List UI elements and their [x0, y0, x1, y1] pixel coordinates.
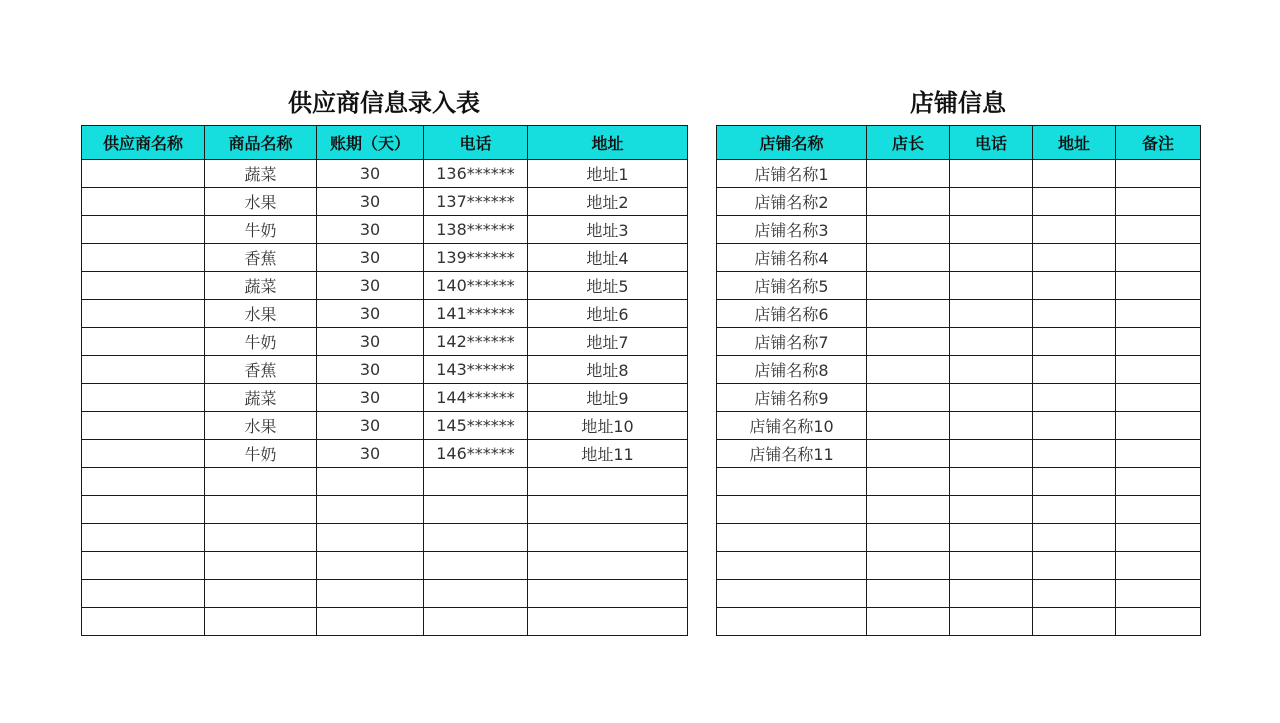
- supplier-table-row: [82, 356, 688, 384]
- store-table-cell[interactable]: [1116, 272, 1201, 300]
- supplier-table-row: [82, 524, 688, 552]
- supplier-table-cell[interactable]: [317, 468, 424, 496]
- supplier-table-cell[interactable]: 地址3: [528, 216, 688, 244]
- store-table-row: [717, 412, 1201, 440]
- supplier-table-row: [82, 216, 688, 244]
- supplier-table-cell[interactable]: 地址2: [528, 188, 688, 216]
- store-table-cell[interactable]: [717, 580, 867, 608]
- store-table-cell[interactable]: [950, 552, 1033, 580]
- supplier-table-cell[interactable]: 地址6: [528, 300, 688, 328]
- supplier-table-row: [82, 580, 688, 608]
- supplier-table-cell[interactable]: 140******: [424, 272, 528, 300]
- store-table-header: [717, 126, 1201, 160]
- store-table-cell[interactable]: [867, 496, 950, 524]
- store-table-cell[interactable]: [717, 552, 867, 580]
- store-table-cell[interactable]: [1033, 244, 1116, 272]
- supplier-table-cell[interactable]: 30: [317, 356, 424, 384]
- supplier-table-cell[interactable]: 牛奶: [205, 440, 317, 468]
- store-table: [716, 125, 1201, 636]
- store-table-cell[interactable]: [1116, 188, 1201, 216]
- store-table-cell[interactable]: [1033, 468, 1116, 496]
- supplier-table-cell[interactable]: 水果: [205, 300, 317, 328]
- store-table-cell[interactable]: [1116, 160, 1201, 188]
- store-table-cell[interactable]: [1033, 524, 1116, 552]
- store-table-cell[interactable]: [1033, 608, 1116, 636]
- store-table-row: [717, 580, 1201, 608]
- store-table-cell[interactable]: [950, 188, 1033, 216]
- store-table-cell[interactable]: [717, 524, 867, 552]
- supplier-table-cell[interactable]: [205, 468, 317, 496]
- store-table-cell[interactable]: [867, 412, 950, 440]
- supplier-table-cell[interactable]: 地址8: [528, 356, 688, 384]
- supplier-table-row: [82, 608, 688, 636]
- store-table-cell[interactable]: [1033, 440, 1116, 468]
- supplier-table-cell[interactable]: [82, 188, 205, 216]
- store-table-row: [717, 356, 1201, 384]
- store-table-cell[interactable]: [950, 440, 1033, 468]
- store-table-cell[interactable]: [950, 356, 1033, 384]
- supplier-table-cell[interactable]: [205, 580, 317, 608]
- store-table-cell[interactable]: [950, 216, 1033, 244]
- supplier-table-cell[interactable]: 30: [317, 328, 424, 356]
- store-table-cell[interactable]: [1116, 580, 1201, 608]
- store-table-cell[interactable]: [717, 496, 867, 524]
- store-table-cell[interactable]: 店铺名称3: [717, 216, 867, 244]
- store-table-cell[interactable]: [950, 524, 1033, 552]
- store-table-cell[interactable]: [1116, 328, 1201, 356]
- supplier-table-cell[interactable]: 30: [317, 216, 424, 244]
- store-table-cell[interactable]: [950, 160, 1033, 188]
- store-table-row: [717, 160, 1201, 188]
- store-table-cell[interactable]: [1033, 216, 1116, 244]
- store-table-row: [717, 608, 1201, 636]
- store-table-cell[interactable]: [867, 328, 950, 356]
- store-table-row: [717, 384, 1201, 412]
- store-table-cell[interactable]: [950, 580, 1033, 608]
- supplier-table-cell[interactable]: [82, 468, 205, 496]
- supplier-table-cell[interactable]: [82, 384, 205, 412]
- store-table-row: [717, 244, 1201, 272]
- store-header-row: [717, 126, 1201, 160]
- supplier-table-row: [82, 440, 688, 468]
- supplier-column-header: 供应商名称: [82, 126, 205, 160]
- supplier-table-cell[interactable]: [82, 524, 205, 552]
- supplier-table-header: [82, 126, 688, 160]
- supplier-table-row: [82, 328, 688, 356]
- store-table-cell[interactable]: [867, 608, 950, 636]
- supplier-table-cell[interactable]: [317, 608, 424, 636]
- store-table-cell[interactable]: [867, 468, 950, 496]
- supplier-column-header: 电话: [424, 126, 528, 160]
- store-table-row: [717, 272, 1201, 300]
- supplier-table-cell[interactable]: 水果: [205, 412, 317, 440]
- supplier-table-cell[interactable]: [317, 580, 424, 608]
- store-table-cell[interactable]: [867, 216, 950, 244]
- supplier-table-cell[interactable]: 30: [317, 160, 424, 188]
- store-table-cell[interactable]: [950, 384, 1033, 412]
- supplier-table-cell[interactable]: [317, 496, 424, 524]
- supplier-table-row: [82, 468, 688, 496]
- supplier-table-cell[interactable]: 143******: [424, 356, 528, 384]
- supplier-table-cell[interactable]: [528, 552, 688, 580]
- supplier-table-row: [82, 272, 688, 300]
- store-table-cell[interactable]: [1116, 300, 1201, 328]
- supplier-table-cell[interactable]: 142******: [424, 328, 528, 356]
- supplier-table-cell[interactable]: [82, 356, 205, 384]
- store-table-cell[interactable]: 店铺名称11: [717, 440, 867, 468]
- store-table-cell[interactable]: [1033, 272, 1116, 300]
- store-table-cell[interactable]: [950, 300, 1033, 328]
- store-table-cell[interactable]: [950, 608, 1033, 636]
- supplier-table-cell[interactable]: 136******: [424, 160, 528, 188]
- supplier-table-cell[interactable]: [205, 524, 317, 552]
- supplier-table-cell[interactable]: [82, 328, 205, 356]
- supplier-table-cell[interactable]: 141******: [424, 300, 528, 328]
- store-table-row: [717, 552, 1201, 580]
- supplier-table-row: [82, 384, 688, 412]
- store-table-cell[interactable]: [1033, 160, 1116, 188]
- store-table-cell[interactable]: [1116, 524, 1201, 552]
- store-table-cell[interactable]: [950, 328, 1033, 356]
- supplier-table-cell[interactable]: [528, 468, 688, 496]
- store-table-body: [717, 160, 1201, 636]
- store-table-cell[interactable]: 店铺名称9: [717, 384, 867, 412]
- store-table-cell[interactable]: [867, 580, 950, 608]
- store-table-cell[interactable]: [1033, 300, 1116, 328]
- supplier-table-cell[interactable]: 地址1: [528, 160, 688, 188]
- supplier-table-cell[interactable]: [82, 272, 205, 300]
- store-column-header: 地址: [1033, 126, 1116, 160]
- supplier-table-cell[interactable]: 139******: [424, 244, 528, 272]
- store-table-cell[interactable]: [950, 272, 1033, 300]
- store-table-cell[interactable]: [950, 468, 1033, 496]
- store-table-cell[interactable]: [867, 244, 950, 272]
- store-table-cell[interactable]: 店铺名称1: [717, 160, 867, 188]
- supplier-table-row: [82, 160, 688, 188]
- supplier-table-cell[interactable]: 30: [317, 188, 424, 216]
- supplier-table-body: [82, 160, 688, 636]
- supplier-table-cell[interactable]: 138******: [424, 216, 528, 244]
- supplier-table-cell[interactable]: [424, 524, 528, 552]
- supplier-table-cell[interactable]: [82, 160, 205, 188]
- store-table-cell[interactable]: [1033, 580, 1116, 608]
- store-table-cell[interactable]: [950, 496, 1033, 524]
- store-column-header: 电话: [950, 126, 1033, 160]
- store-table-cell[interactable]: [867, 440, 950, 468]
- store-table-cell[interactable]: [1116, 496, 1201, 524]
- supplier-table-cell[interactable]: [424, 608, 528, 636]
- supplier-table-cell[interactable]: [424, 496, 528, 524]
- supplier-table-cell[interactable]: 137******: [424, 188, 528, 216]
- supplier-table-cell[interactable]: 地址7: [528, 328, 688, 356]
- store-table-cell[interactable]: [1033, 552, 1116, 580]
- supplier-table-cell[interactable]: [528, 608, 688, 636]
- store-table-cell[interactable]: [1116, 412, 1201, 440]
- supplier-table-cell[interactable]: 香蕉: [205, 244, 317, 272]
- store-table-cell[interactable]: [1033, 412, 1116, 440]
- supplier-table-cell[interactable]: [82, 300, 205, 328]
- store-table-cell[interactable]: 店铺名称2: [717, 188, 867, 216]
- supplier-table-cell[interactable]: [82, 216, 205, 244]
- store-table-cell[interactable]: [1033, 328, 1116, 356]
- supplier-table-cell[interactable]: 30: [317, 244, 424, 272]
- supplier-table-cell[interactable]: 30: [317, 440, 424, 468]
- supplier-table-cell[interactable]: [424, 468, 528, 496]
- supplier-table-cell[interactable]: 蔬菜: [205, 160, 317, 188]
- supplier-table-cell[interactable]: [317, 524, 424, 552]
- supplier-table-cell[interactable]: 地址11: [528, 440, 688, 468]
- store-table-cell[interactable]: [1116, 244, 1201, 272]
- store-table-row: [717, 468, 1201, 496]
- supplier-table-cell[interactable]: 30: [317, 412, 424, 440]
- store-table-cell[interactable]: [867, 188, 950, 216]
- supplier-table-cell[interactable]: 香蕉: [205, 356, 317, 384]
- supplier-table-row: [82, 552, 688, 580]
- supplier-table-cell[interactable]: [82, 440, 205, 468]
- store-table-cell[interactable]: [867, 356, 950, 384]
- supplier-table-cell[interactable]: 地址10: [528, 412, 688, 440]
- store-table-cell[interactable]: [950, 244, 1033, 272]
- supplier-table-cell[interactable]: 蔬菜: [205, 272, 317, 300]
- supplier-table-cell[interactable]: [528, 580, 688, 608]
- store-table-row: [717, 328, 1201, 356]
- supplier-table-cell[interactable]: [82, 496, 205, 524]
- store-column-header: 备注: [1116, 126, 1201, 160]
- supplier-table-cell[interactable]: 145******: [424, 412, 528, 440]
- supplier-table-cell[interactable]: 30: [317, 272, 424, 300]
- supplier-table-cell[interactable]: [82, 412, 205, 440]
- store-table-cell[interactable]: [867, 272, 950, 300]
- store-table-title: 店铺信息: [910, 89, 1006, 117]
- supplier-table-cell[interactable]: [317, 552, 424, 580]
- supplier-table-cell[interactable]: 146******: [424, 440, 528, 468]
- store-column-header: 店铺名称: [717, 126, 867, 160]
- store-table-cell[interactable]: 店铺名称10: [717, 412, 867, 440]
- supplier-column-header: 商品名称: [205, 126, 317, 160]
- supplier-table-row: [82, 244, 688, 272]
- store-table-row: [717, 188, 1201, 216]
- store-table-cell[interactable]: 店铺名称5: [717, 272, 867, 300]
- supplier-table-cell[interactable]: [424, 580, 528, 608]
- store-table-cell[interactable]: 店铺名称7: [717, 328, 867, 356]
- supplier-table-cell[interactable]: 地址9: [528, 384, 688, 412]
- store-table-cell[interactable]: [717, 608, 867, 636]
- supplier-table-cell[interactable]: [528, 496, 688, 524]
- store-table-cell[interactable]: [1116, 216, 1201, 244]
- store-table-row: [717, 300, 1201, 328]
- store-table-cell[interactable]: [1116, 356, 1201, 384]
- store-table-cell[interactable]: [1116, 468, 1201, 496]
- supplier-table-cell[interactable]: 牛奶: [205, 216, 317, 244]
- store-table-row: [717, 440, 1201, 468]
- supplier-table-cell[interactable]: 30: [317, 384, 424, 412]
- store-table-cell[interactable]: [867, 160, 950, 188]
- store-table-cell[interactable]: [950, 412, 1033, 440]
- supplier-table-cell[interactable]: 地址4: [528, 244, 688, 272]
- store-table-row: [717, 496, 1201, 524]
- supplier-table: [81, 125, 688, 636]
- store-table-cell[interactable]: [1033, 496, 1116, 524]
- supplier-table-cell[interactable]: [205, 552, 317, 580]
- store-table-cell[interactable]: [1116, 384, 1201, 412]
- store-table-row: [717, 216, 1201, 244]
- store-table-cell[interactable]: 店铺名称6: [717, 300, 867, 328]
- supplier-table-row: [82, 496, 688, 524]
- supplier-table-cell[interactable]: 30: [317, 300, 424, 328]
- supplier-table-title: 供应商信息录入表: [288, 89, 480, 117]
- supplier-table-cell[interactable]: 144******: [424, 384, 528, 412]
- supplier-table-cell[interactable]: [424, 552, 528, 580]
- supplier-column-header: 账期（天）: [317, 126, 424, 160]
- supplier-table-cell[interactable]: [82, 608, 205, 636]
- supplier-table-cell[interactable]: 地址5: [528, 272, 688, 300]
- supplier-table-cell[interactable]: [82, 244, 205, 272]
- store-table-cell[interactable]: [867, 384, 950, 412]
- supplier-table-cell[interactable]: 水果: [205, 188, 317, 216]
- store-table-cell[interactable]: [1116, 440, 1201, 468]
- store-table-cell[interactable]: [1116, 608, 1201, 636]
- supplier-table-row: [82, 412, 688, 440]
- supplier-table-cell[interactable]: 牛奶: [205, 328, 317, 356]
- store-table-cell[interactable]: [717, 468, 867, 496]
- store-table-cell[interactable]: [867, 300, 950, 328]
- store-table-cell[interactable]: [1033, 356, 1116, 384]
- store-table-cell[interactable]: [867, 552, 950, 580]
- supplier-table-cell[interactable]: [205, 608, 317, 636]
- supplier-header-row: [82, 126, 688, 160]
- supplier-table-cell[interactable]: [82, 552, 205, 580]
- store-column-header: 店长: [867, 126, 950, 160]
- supplier-column-header: 地址: [528, 126, 688, 160]
- store-table-cell[interactable]: [867, 524, 950, 552]
- store-table-cell[interactable]: 店铺名称8: [717, 356, 867, 384]
- supplier-table-cell[interactable]: [205, 496, 317, 524]
- store-table-cell[interactable]: [1033, 384, 1116, 412]
- supplier-table-cell[interactable]: 蔬菜: [205, 384, 317, 412]
- supplier-table-row: [82, 188, 688, 216]
- supplier-table-row: [82, 300, 688, 328]
- store-table-cell[interactable]: [1116, 552, 1201, 580]
- supplier-table-cell[interactable]: [82, 580, 205, 608]
- store-table-cell[interactable]: 店铺名称4: [717, 244, 867, 272]
- store-table-row: [717, 524, 1201, 552]
- store-table-cell[interactable]: [1033, 188, 1116, 216]
- supplier-table-cell[interactable]: [528, 524, 688, 552]
